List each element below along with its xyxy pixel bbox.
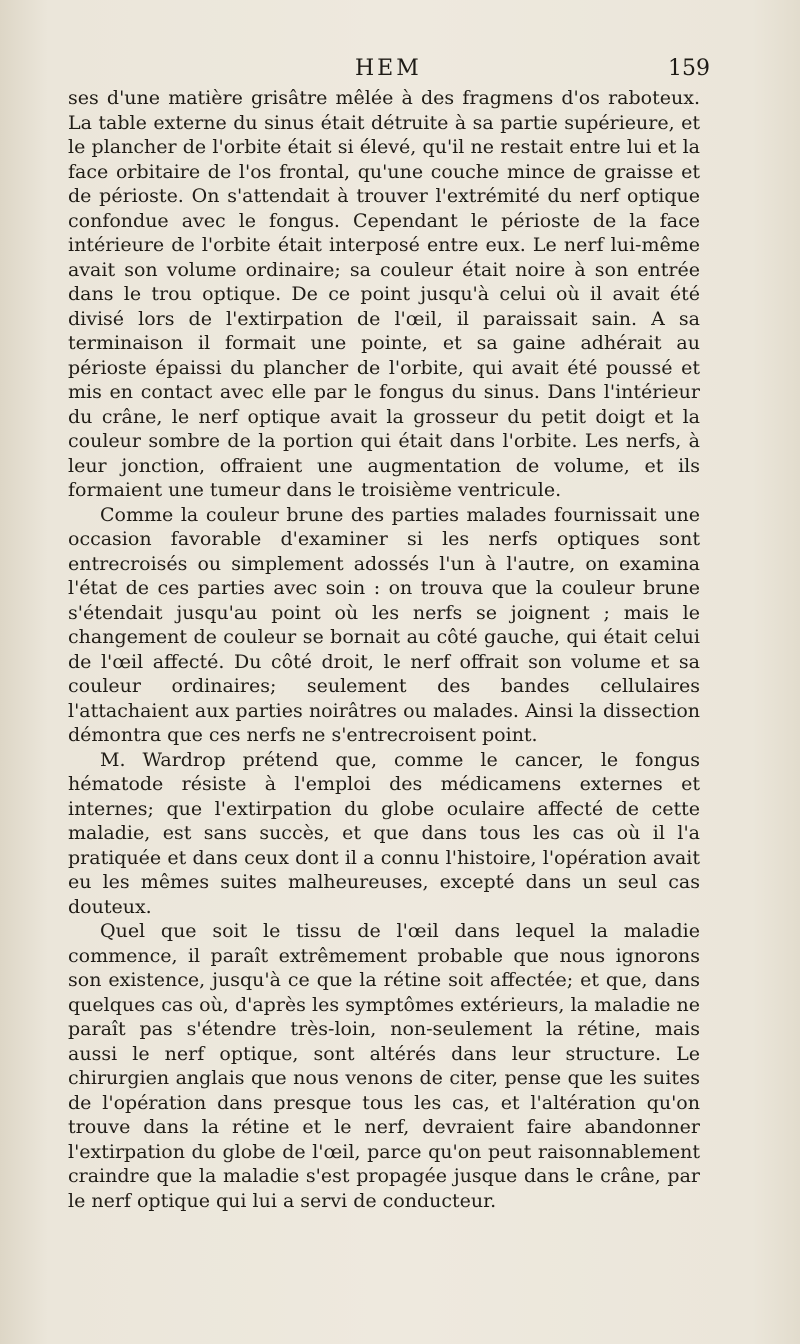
running-head bbox=[0, 52, 800, 88]
paragraph-2: Comme la couleur brune des parties malades fournissait une occasion favorable d'examiner si les nerfs optiques sont entrecroisés ou simplement adossés l'un à l'autre, on examina l'état de ces parties avec soin : on trouva que la couleur brune s'étendait jusqu'au point où les nerfs se joignent ; mais le changement de couleur se bornait au côté gauche, qui était celui de l'œil affecté. Du côté droit, le nerf offrait son volume et sa couleur ordinaires; seulement des bandes cellulaires l'attachaient aux parties noirâtres ou malades. Ainsi la dissection démontra que ces nerfs ne s'entrecroisent point. bbox=[68, 503, 700, 746]
paragraph-4: Quel que soit le tissu de l'œil dans lequel la maladie commence, il paraît extrêmement probable que nous ignorons son existence, jusqu'à ce que la rétine soit affectée; et que, dans quelques cas où, d'après les symptômes extérieurs, la maladie ne paraît pas s'étendre très-loin, non-seulement la rétine, mais aussi le nerf optique, sont altérés dans leur structure. Le chirurgien anglais que nous venons de citer, pense que les suites de l'opération dans presque tous les cas, et l'altération qu'on trouve dans la rétine et le nerf, devraient faire abandonner l'extirpation du globe de l'œil, parce qu'on peut raisonnablement craindre que la maladie s'est propagée jusque dans le crâne, par le nerf optique qui lui a servi de conducteur. bbox=[68, 920, 700, 1212]
running-title: HEM bbox=[355, 56, 422, 81]
paragraph-1: ses d'une matière grisâtre mêlée à des fragmens d'os raboteux. La table externe du sinus était détruite à sa partie supérieure, et le plancher de l'orbite était si élevé, qu'il ne restait entre lui et la face orbitaire de l'os frontal, qu'une couche mince de graisse et de périoste. On s'attendait à trouver l'extrémité du nerf optique confondue avec le fongus. Cependant le périoste de la face intérieure de l'orbite était interposé entre eux. Le nerf lui-même avait son volume ordinaire; sa couleur était noire à son entrée dans le trou optique. De ce point jusqu'à celui où il avait été divisé lors de l'extirpation de l'œil, il paraissait sain. A sa terminaison il formait une pointe, et sa gaine adhérait au périoste épaissi du plancher de l'orbite, qui avait été poussé et mis en contact avec elle par le fongus du sinus. Dans l'intérieur du crâne, le nerf optique avait la grosseur du petit doigt et la couleur sombre de la portion qui était dans l'orbite. Les nerfs, à leur jonction, offraient une augmentation de volume, et ils formaient une tumeur dans le troisième ventricule. bbox=[68, 87, 700, 501]
paragraph-3: M. Wardrop prétend que, comme le cancer, le fongus hématode résiste à l'emploi des médicamens externes et internes; que l'extirpation du globe oculaire affecté de cette maladie, est sans succès, et que dans tous les cas où il l'a pratiquée et dans ceux dont il a connu l'histoire, l'opération avait eu les mêmes suites malheureuses, excepté dans un seul cas douteux. bbox=[68, 748, 700, 918]
body-text bbox=[68, 86, 700, 1213]
page-number: 159 bbox=[668, 56, 710, 81]
